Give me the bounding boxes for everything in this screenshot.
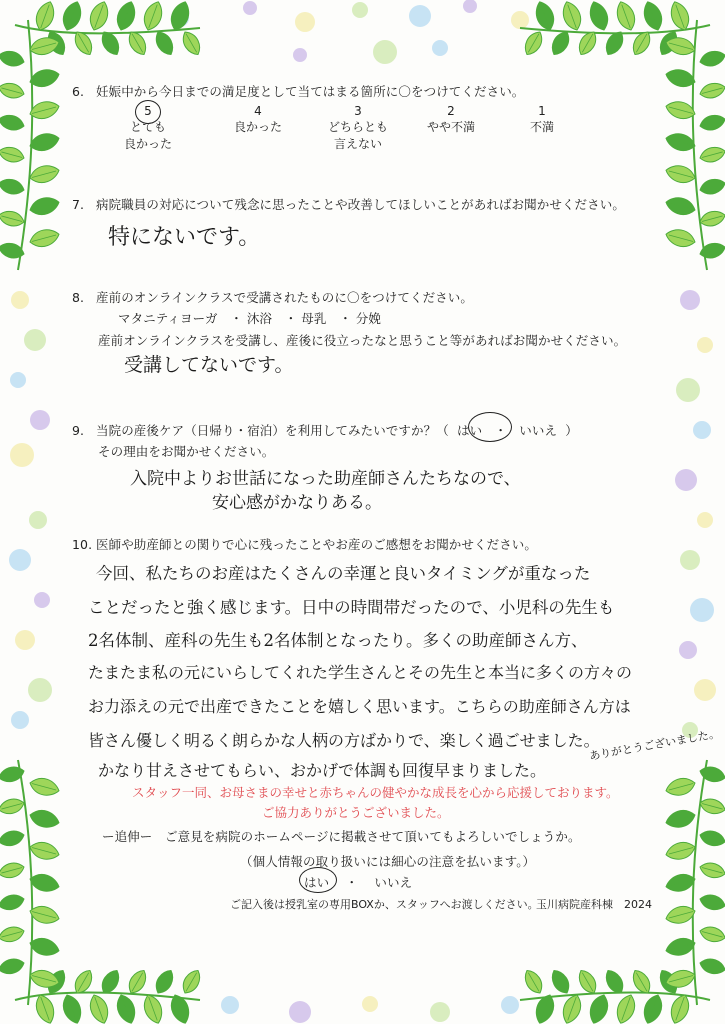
leaf (28, 871, 61, 894)
leaf (559, 992, 584, 1024)
leaf (28, 162, 61, 185)
decorative-dot (295, 12, 315, 32)
leaf (667, 992, 692, 1024)
leaf (0, 80, 26, 100)
question-8-subtext: 産前オンラインクラスを受講し、産後に役立ったなと思うこと等があればお聞かせください。 (98, 333, 627, 348)
postscript-options (304, 873, 412, 891)
leaf (664, 162, 697, 185)
decorative-dot (690, 598, 714, 622)
leaf (179, 967, 204, 997)
scale-label: 言えない (333, 137, 382, 151)
decorative-dot (697, 337, 713, 353)
decorative-dot (463, 0, 477, 13)
leaf (28, 839, 61, 862)
leaf (0, 176, 26, 196)
question-number: 10. (72, 537, 93, 552)
leaf (0, 796, 26, 816)
paren-close: ） (565, 423, 578, 438)
scale-number: 2 (447, 104, 455, 118)
decorative-dot (694, 679, 716, 701)
answer-8-handwritten: 受講してないです。 (124, 354, 294, 376)
leaf (586, 992, 611, 1024)
leaf (86, 992, 111, 1024)
leaf (0, 828, 26, 848)
scale-number: 4 (254, 104, 262, 118)
scale-label: 不満 (529, 120, 554, 134)
leaf (698, 956, 725, 976)
scale-number: 1 (538, 104, 546, 118)
answer-10-line: たまたま私の元にいらしてくれた学生さんとその先生と本当に多くの方々の (88, 663, 633, 682)
separator-dot: ・ (345, 875, 359, 890)
leaf (667, 0, 692, 33)
answer-7-handwritten: 特にないです。 (108, 225, 261, 250)
question-8 (72, 288, 473, 306)
postscript-heading: ー追伸ー ご意見を病院のホームページに掲載させて頂いてもよろしいでしょうか。 (102, 829, 581, 844)
question-number: 8. (72, 290, 85, 305)
decorative-dot (293, 48, 307, 62)
leaf (521, 28, 546, 58)
leaf (698, 764, 725, 784)
leaf (179, 28, 204, 58)
leaf (125, 967, 150, 997)
answer-10-line: 皆さん優しく明るく朗らかな人柄の方ばかりで、楽しく過ごせました。 (88, 731, 600, 750)
leaf (559, 0, 584, 33)
question-text: 病院職員の対応について残念に思ったことや改善してほしいことがあればお聞かせください。 (96, 197, 625, 212)
question-text: 医師や助産師との関りで心に残ったことやお産のご感想をお聞かせください。 (96, 537, 538, 552)
leaf (113, 0, 138, 33)
decorative-dot (352, 2, 368, 18)
question-number: 7. (72, 197, 85, 212)
decorative-dot (15, 630, 35, 650)
answer-9-line: 入院中よりお世話になった助産師さんたちなので、 (130, 469, 521, 489)
leaf (698, 892, 725, 912)
scale-label: とても (129, 120, 166, 134)
leaf (28, 775, 61, 798)
leaf (698, 208, 725, 228)
scale-option-3[interactable] (322, 104, 394, 152)
answer-10-line: 今回、私たちのお産はたくさんの幸運と良いタイミングが重なった (96, 564, 591, 583)
leaf (698, 144, 725, 164)
scale-label: どちらとも (327, 120, 388, 134)
leaf (521, 967, 546, 997)
leaf (152, 967, 177, 997)
leaf (698, 176, 725, 196)
question-number: 9. (72, 423, 85, 438)
leaf (664, 807, 697, 830)
scale-option-4[interactable] (228, 104, 288, 135)
leaf (698, 860, 725, 880)
leaf (613, 992, 638, 1024)
decorative-dot (697, 512, 713, 528)
leaf (664, 226, 697, 249)
footer-org: 玉川病院産科棟 2024 (536, 898, 652, 911)
leaf (0, 956, 26, 976)
leaf (664, 839, 697, 862)
leaf (140, 0, 165, 33)
leaf (59, 0, 84, 33)
leaf (59, 992, 84, 1024)
leaf (613, 0, 638, 33)
leaf (698, 924, 725, 944)
leaf (113, 992, 138, 1024)
postscript-no[interactable]: いいえ (374, 875, 413, 890)
leaf (575, 967, 600, 997)
staff-message-line: スタッフ一同、お母さまの幸せと赤ちゃんの健やかな成長を心から応援しております。 (132, 785, 619, 800)
question-text: 産前のオンラインクラスで受講されたものに〇をつけてください。 (96, 290, 474, 305)
decorative-dot (10, 372, 26, 388)
answer-10-line: ことだったと強く感じます。日中の時間帯だったので、小児科の先生も (88, 598, 615, 617)
question-text: 当院の産後ケア（日帰り・宿泊）を利用してみたいですか？（ (96, 423, 449, 438)
leaf (664, 194, 697, 217)
leaf (0, 860, 26, 880)
decorative-dot (11, 291, 29, 309)
leaf (664, 130, 697, 153)
no-option[interactable]: いいえ (519, 423, 558, 438)
leaf (698, 796, 725, 816)
leaf (28, 130, 61, 153)
separator-dot: ・ (494, 423, 508, 438)
decorative-dot (9, 549, 31, 571)
postscript-yes[interactable]: はい (304, 875, 330, 890)
decorative-dot (11, 711, 29, 729)
staff-message-line: ご協力ありがとうございました。 (262, 805, 450, 820)
leaf (0, 112, 26, 132)
leaf (698, 48, 725, 68)
question-7 (72, 195, 625, 213)
decorative-dot (430, 1002, 450, 1022)
decorative-dot (10, 443, 34, 467)
question-10 (72, 535, 537, 553)
decorative-dot (511, 11, 529, 29)
answer-10-line: お力添えの元で出産できたことを嬉しく思います。こちらの助産師さん方は (88, 697, 631, 716)
decorative-dot (243, 1, 257, 15)
leaf (28, 226, 61, 249)
scale-label: 良かった (123, 137, 172, 151)
decorative-dot (24, 329, 46, 351)
decorative-dot (30, 410, 50, 430)
leaf (586, 0, 611, 33)
thanks-note-handwritten: ありがとうございました。 (588, 727, 721, 763)
leaf (0, 48, 26, 68)
decorative-dot (675, 469, 697, 491)
privacy-note: （個人情報の取り扱いには細心の注意を払います。） (240, 854, 536, 869)
leaf (0, 892, 26, 912)
leaf (640, 992, 665, 1024)
leaf (0, 208, 26, 228)
leaf (532, 0, 557, 33)
decorative-dot (409, 5, 431, 27)
decorative-dot (29, 511, 47, 529)
leaf (698, 828, 725, 848)
leaf (86, 0, 111, 33)
question-number: 6. (72, 84, 85, 99)
leaf (664, 775, 697, 798)
leaf (640, 0, 665, 33)
footer-instruction: ご記入後は授乳室の専用BOXか、スタッフへお渡しください。 (230, 898, 539, 911)
leaf (698, 80, 725, 100)
question-9-subtext: その理由をお聞かせください。 (98, 444, 275, 459)
decorative-dot (373, 40, 397, 64)
decorative-dot (432, 40, 448, 56)
leaf (28, 807, 61, 830)
leaf (32, 992, 57, 1024)
yes-option[interactable]: はい (456, 423, 483, 438)
decorative-dot (693, 421, 711, 439)
leaf (664, 871, 697, 894)
leaf (152, 28, 177, 58)
decorative-dot (501, 996, 519, 1014)
decorative-dot (362, 996, 378, 1012)
scale-number: 3 (354, 104, 362, 118)
decorative-dot (289, 1001, 311, 1023)
leaf (167, 0, 192, 33)
leaf (0, 144, 26, 164)
answer-9-line: 安心感がかなりある。 (212, 493, 382, 513)
answer-10-line: かなり甘えさせてもらい、おかげで体調も回復早まりました。 (98, 761, 547, 780)
yes-selection-circle (468, 412, 512, 442)
leaf (28, 194, 61, 217)
question-text: 妊娠中から今日までの満足度として当てはまる箇所に〇をつけてください。 (96, 84, 525, 99)
leaf (548, 967, 573, 997)
decorative-dot (221, 996, 239, 1014)
decorative-dot (680, 550, 700, 570)
answer-10-line: 2名体制、産科の先生も2名体制となったり。多くの助産師さん方、 (88, 631, 588, 650)
leaf (0, 924, 26, 944)
leaf (548, 28, 573, 58)
leaf (32, 0, 57, 33)
decorative-dot (28, 678, 52, 702)
scale-label: やや不満 (426, 120, 475, 134)
decorative-dot (34, 592, 50, 608)
decorative-dot (680, 290, 700, 310)
decorative-dot (676, 378, 700, 402)
scale-option-2[interactable] (419, 104, 483, 135)
scale-option-5[interactable] (118, 104, 178, 152)
leaf (698, 112, 725, 132)
scale-option-1[interactable] (512, 104, 572, 135)
question-6 (72, 82, 524, 100)
class-options[interactable]: マタニティヨーガ ・ 沐浴 ・ 母乳 ・ 分娩 (118, 311, 381, 326)
scale-number: 5 (144, 104, 152, 118)
decorative-dot (679, 641, 697, 659)
scale-label: 良かった (233, 120, 282, 134)
